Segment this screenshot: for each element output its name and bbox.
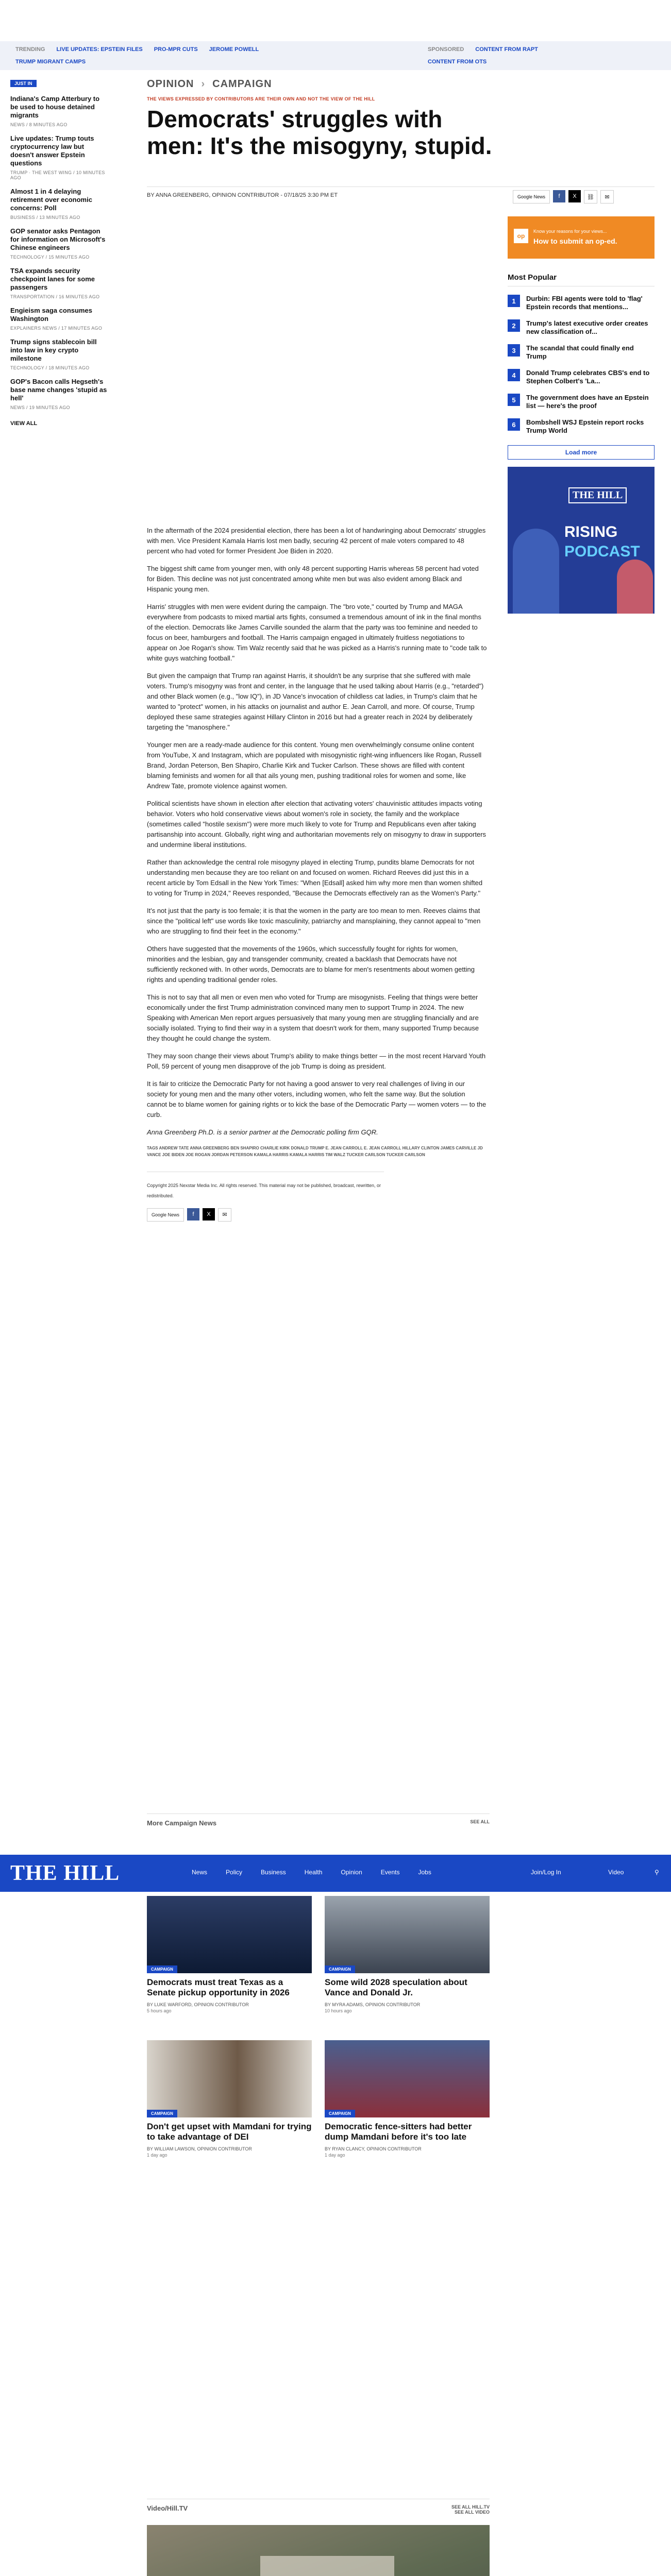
tags-list[interactable]: TAGS ANDREW TATE ANNA GREENBERG BEN SHAPIRO CHARLIE KIRK DONALD TRUMP E. JEAN CARROLL E. JEAN CARROLL HILLARY CLINTON JAMES CARVILLE JD VANCE JOE BIDEN JOE ROGAN JORDAN PETERSON KAMALA HARRIS KAMALA HARRIS TIM WALZ TUCKER CARLSON TUCKER CARLSON [147,1146,483,1157]
trending-bar [0,41,671,70]
most-popular-item[interactable] [508,319,655,336]
sidebar-item[interactable] [10,307,108,331]
most-popular-title[interactable]: Bombshell WSJ Epstein report rocks Trump World [526,418,644,434]
promo-subtitle: Know your reasons for your views... [533,229,607,234]
breadcrumb-campaign[interactable]: CAMPAIGN [212,78,272,90]
most-popular-title[interactable]: Durbin: FBI agents were told to 'flag' Epstein records that mentions... [526,295,643,311]
card-date: 1 day ago [325,2153,345,2158]
nav-policy[interactable]: Policy [226,1869,243,1876]
article-paragraph: Others have suggested that the movements of the 1960s, which successfully fought for rights for women, minorities and the lesbian, gay and transgender community, created a backlash that Democrats have not sufficiently reckoned with. In other words, Democrats are to blame for men's resentments about women getting rights and upending traditional gender roles. [147,945,475,984]
video-section [147,2499,490,2576]
article-body [147,526,487,1222]
news-card[interactable] [325,1896,490,2013]
sidebar-item-title[interactable]: TSA expands security checkpoint lanes for some passengers [10,267,95,291]
load-more-button[interactable]: Load more [508,445,655,460]
rising-podcast-promo[interactable] [508,467,655,614]
nav-news[interactable]: News [192,1869,208,1876]
card-badge: CAMPAIGN [147,1965,177,1973]
op-ed-icon: op [514,229,528,243]
sponsored-link[interactable]: CONTENT FROM OTS [428,59,487,65]
sidebar-item-title[interactable]: Almost 1 in 4 delaying retirement over economic concerns: Poll [10,188,92,212]
rank-number: 1 [508,295,520,307]
article-paragraph: It is fair to criticize the Democratic Party for not having a good answer to very real challenges of living in our society for young men and the many other voters, including women, who felt the same way. But the solution cannot be to blame women for gaining rights or to kick the base of the Democratic Party — women voters — to the curb. [147,1080,487,1118]
sidebar-item-title[interactable]: GOP senator asks Pentagon for information on Microsoft's Chinese engineers [10,227,106,251]
sidebar-item[interactable] [10,134,108,180]
copyright-notice: Copyright 2025 Nexstar Media Inc. All rights reserved. This material may not be published, broadcast, rewritten, or redistributed. [147,1172,384,1201]
nav-jobs[interactable]: Jobs [418,1869,431,1876]
facebook-icon[interactable]: f [553,190,565,202]
most-popular-item[interactable] [508,418,655,435]
sidebar-item-meta: TRUMP · THE WEST WING / 10 MINUTES AGO [10,170,105,180]
see-all-video[interactable]: SEE ALL VIDEO [454,2510,490,2515]
share-bar-bottom [147,1208,487,1222]
card-date: 10 hours ago [325,2008,352,2013]
article-paragraph: They may soon change their views about Trump's ability to make things better — in the most recent Harvard Youth Poll, 59 percent of young men disapprove of the job Trump is doing as president. [147,1052,486,1070]
google-news-button[interactable]: Google News [513,190,550,204]
section-title: Video/Hill.TV [147,2504,188,2512]
rank-number: 2 [508,319,520,332]
nav-links [192,1869,431,1876]
link-icon[interactable]: ⛓ [584,190,597,204]
right-rail [508,216,655,614]
sidebar-item-meta: TECHNOLOGY / 15 MINUTES AGO [10,255,90,260]
op-ed-promo[interactable] [508,216,655,259]
trending-link[interactable]: PRO-MPR CUTS [154,46,198,53]
trending-label: TRENDING [15,46,45,53]
trending-link[interactable]: TRUMP MIGRANT CAMPS [15,59,86,65]
sidebar-item[interactable] [10,267,108,299]
the-hill-logo[interactable]: THE HILL [10,1861,120,1885]
breadcrumb-separator: › [201,78,206,90]
card-title[interactable]: Democratic fence-sitters had better dump Mamdani before it's too late [325,2122,472,2142]
trending-link[interactable]: JEROME POWELL [209,46,259,53]
card-title[interactable]: Democrats must treat Texas as a Senate pickup opportunity in 2026 [147,1977,290,1997]
search-icon[interactable]: ⚲ [655,1869,659,1876]
x-icon[interactable]: X [568,190,581,202]
more-campaign-news [147,1814,490,1827]
share-bar [513,190,614,204]
podcast-subtitle: PODCAST [564,543,640,560]
article-paragraph: Political scientists have shown in election after election that activating voters' chauvinistic attitudes impacts voting behavior. Voters who hold conservative views about women's role in society, the family and the workplace (sometimes called "hostile sexism") were more much likely to vote for Trump and Republicans even after taking partisanship into account. Globally, right wing and authoritarian movements rely on misogyny to draw in supporters and undermine liberal institutions. [147,800,487,849]
sidebar-item-title[interactable]: Engieism saga consumes Washington [10,307,92,323]
rank-number: 6 [508,418,520,431]
most-popular-title[interactable]: Trump's latest executive order creates new classification of... [526,319,648,335]
card-image[interactable] [147,1896,312,1973]
trending-link[interactable]: LIVE UPDATES: EPSTEIN FILES [56,46,143,53]
see-all-hilltv[interactable]: SEE ALL HILL.TV [451,2504,490,2510]
section-heading [147,1814,490,1827]
article-paragraph: Rather than acknowledge the central role misogyny played in electing Trump, pundits blame Democrats for not understanding men because they are too reliant on and focused on women. Richard Reeves did just this in a recent article by Tom Edsall in the New York Times: "When [Edsall] asked him why more men than women shifted to voting for Trump in 2024," Reeves responded, "Because the Democrats effectively ran as the Women's Party." [147,858,483,897]
just-in-badge: JUST IN [10,80,37,87]
sidebar-item-title[interactable]: GOP's Bacon calls Hegseth's base name changes 'stupid as hell' [10,378,107,402]
host-figure [617,560,653,614]
sidebar-item-meta: EXPLAINERS NEWS / 17 MINUTES AGO [10,326,103,331]
news-card[interactable] [147,1896,312,2013]
article-paragraph: In the aftermath of the 2024 presidential election, there has been a lot of handwringing about Democrats' struggles with men. Vice President Kamala Harris lost men badly, securing 42 percent of male voters compared to 48 percent who had voted for former President Joe Biden in 2020. [147,527,486,555]
card-date: 1 day ago [147,2153,167,2158]
see-all-link[interactable]: SEE ALL [470,1819,490,1824]
article-paragraph: It's not just that the party is too female; it is that the women in the party are too mean to men. Reeves claims that since the "political left" use words like toxic masculinity, patriarchy and mansplaining, they cannot appeal to "men who are struggling to find their feet in the economy." [147,907,481,935]
article-paragraph: This is not to say that all men or even men who voted for Trump are misogynists. Feeling that things were better economically under the first Trump administration convinced many men to support Trump in 2024. The new Speaking with American Men report argues persuasively that many young men are struggling financially and are socially isolated. Trying to find their way in a system that doesn't work for them, many supported Trump because they thought he could change the system. [147,993,479,1042]
byline-row [147,187,655,198]
rank-number: 3 [508,344,520,357]
news-card[interactable] [325,2040,490,2158]
nav-business[interactable]: Business [261,1869,286,1876]
card-meta: BY LUKE WARFORD, OPINION CONTRIBUTOR [147,2002,249,2007]
author-signature: Anna Greenberg Ph.D. is a senior partner at the Democratic polling firm GQR. [147,1128,378,1136]
join-login-link[interactable]: Join/Log In [531,1869,561,1876]
most-popular-item[interactable] [508,394,655,410]
nav-events[interactable]: Events [380,1869,400,1876]
most-popular-item[interactable] [508,369,655,385]
card-meta: BY WILLIAM LAWSON, OPINION CONTRIBUTOR [147,2146,252,2151]
sponsored-link[interactable]: CONTENT FROM RAPT [475,46,538,53]
email-icon[interactable]: ✉ [600,190,614,204]
view-all-link[interactable]: VIEW ALL [10,420,38,427]
email-icon[interactable]: ✉ [218,1208,231,1222]
opinion-disclaimer: THE VIEWS EXPRESSED BY CONTRIBUTORS ARE THEIR OWN AND NOT THE VIEW OF THE HILL [147,96,375,101]
the-hill-logo: THE HILL [568,487,627,503]
section-heading [147,2499,490,2515]
news-cards-row [147,2040,490,2158]
sidebar-item-meta: TRANSPORTATION / 16 MINUTES AGO [10,294,100,299]
most-popular-item[interactable] [508,344,655,361]
card-badge: CAMPAIGN [325,1965,355,1973]
sidebar-item[interactable] [10,188,108,220]
card-date: 5 hours ago [147,2008,172,2013]
sidebar-item[interactable] [10,378,108,410]
sidebar-item-title[interactable]: Trump signs stablecoin bill into law in key crypto milestone [10,338,97,362]
x-icon[interactable]: X [203,1208,215,1221]
nav-opinion[interactable]: Opinion [341,1869,362,1876]
sidebar-item-meta: NEWS / 8 MINUTES AGO [10,122,68,127]
page-title: Democrats' struggles with men: It's the misogyny, stupid. [147,106,492,159]
byline: BY ANNA GREENBERG, OPINION CONTRIBUTOR - 07/18/25 3:30 PM ET [147,192,338,198]
nav-health[interactable]: Health [304,1869,323,1876]
google-news-button[interactable]: Google News [147,1208,184,1222]
news-cards-row [147,1896,490,2013]
sidebar-item[interactable] [10,338,108,370]
card-badge: CAMPAIGN [325,2110,355,2117]
video-thumbnail-detail [260,2556,394,2576]
rank-number: 5 [508,394,520,406]
sidebar-item-title[interactable]: Live updates: Trump touts cryptocurrency law but doesn't answer Epstein questions [10,134,94,167]
sidebar-item-meta: BUSINESS / 13 MINUTES AGO [10,215,80,220]
sidebar-item[interactable] [10,227,108,260]
breadcrumb-opinion[interactable]: OPINION [147,78,194,90]
most-popular-title[interactable]: The scandal that could finally end Trump [526,344,634,360]
card-title[interactable]: Don't get upset with Mamdani for trying to take advantage of DEI [147,2122,312,2142]
rank-number: 4 [508,369,520,381]
sidebar-item[interactable] [10,95,108,127]
card-meta: BY MYRA ADAMS, OPINION CONTRIBUTOR [325,2002,421,2007]
most-popular-title[interactable]: Donald Trump celebrates CBS's end to Stephen Colbert's 'La... [526,369,650,385]
card-image[interactable] [325,1896,490,1973]
sidebar-item-title[interactable]: Indiana's Camp Atterbury to be used to house detained migrants [10,95,100,119]
news-card[interactable] [147,2040,312,2158]
article-paragraph: Younger men are a ready-made audience for this content. Young men overwhelmingly consume online content from YouTube, X and Instagram, which are populated with misogynistic right-wing influencers like Rogan, Russell Brand, Jordan Peterson, Ben Shapiro, Charlie Kirk and Tucker Carlson. These shows are filled with content blaming feminists and women for all that ails young men, pushing traditional roles for women and some, like Andrew Tate, promote violence against women. [147,741,482,790]
card-image[interactable] [147,2040,312,2117]
card-title[interactable]: Some wild 2028 speculation about Vance and Donald Jr. [325,1977,467,1997]
sidebar-item-meta: TECHNOLOGY / 18 MINUTES AGO [10,365,90,370]
card-meta: BY RYAN CLANCY, OPINION CONTRIBUTOR [325,2146,422,2151]
just-in-sidebar [10,78,108,427]
video-link[interactable]: Video [608,1869,624,1876]
most-popular-item[interactable] [508,295,655,311]
card-image[interactable] [325,2040,490,2117]
facebook-icon[interactable]: f [187,1208,199,1221]
article-paragraph: The biggest shift came from younger men, with only 48 percent supporting Harris whereas 58 percent had voted for Biden. This decline was not just concentrated among white men but was also evident among Black and Hispanic young men. [147,565,479,593]
sidebar-item-meta: NEWS / 19 MINUTES AGO [10,405,70,410]
card-badge: CAMPAIGN [147,2110,177,2117]
article-paragraph: Harris' struggles with men were evident during the campaign. The "bro vote," courted by Trump and MAGA everywhere from podcasts to mixed martial arts fights, consumed a tremendous amount of ink in the final months of the election. Democrats like James Carville sounded the alarm that the party was too feminine and needed to focus on beer, hamburgers and football. The Harris campaign engaged in ultimately fruitless negotiations to appear on Joe Rogan's show. Tim Walz recently said that he was picked as a Harris's running mate to "code talk to white guys watching football." [147,603,487,662]
breadcrumb [147,78,497,90]
podcast-title: RISING [564,523,618,540]
article-header [147,78,497,159]
site-navbar [0,1855,671,1892]
article-paragraph: But given the campaign that Trump ran against Harris, it shouldn't be any surprise that she suffered with male voters. Trump's misogyny was front and center, in the language that he used talking about Harris (e.g., "retarded") and other Black women (e.g., "low IQ"), in JD Vance's invocation of childless cat ladies, in Trump's claim that he wanted to "protect" women, in his attacks on journalist and author E. Jean Carroll, and more. Of course, Trump deployed these same strategies against Hillary Clinton in 2016 but had a greater reach in 2024 by deliberately targeting the "manosphere." [147,672,484,731]
section-title: More Campaign News [147,1819,217,1827]
see-all-links [451,2504,490,2515]
sponsored-label: SPONSORED [428,46,464,53]
promo-title[interactable]: How to submit an op-ed. [533,237,617,245]
most-popular-heading: Most Popular [508,273,655,286]
video-player[interactable] [147,2525,490,2576]
host-figure [513,529,559,614]
most-popular-title[interactable]: The government does have an Epstein list — here's the proof [526,394,649,410]
